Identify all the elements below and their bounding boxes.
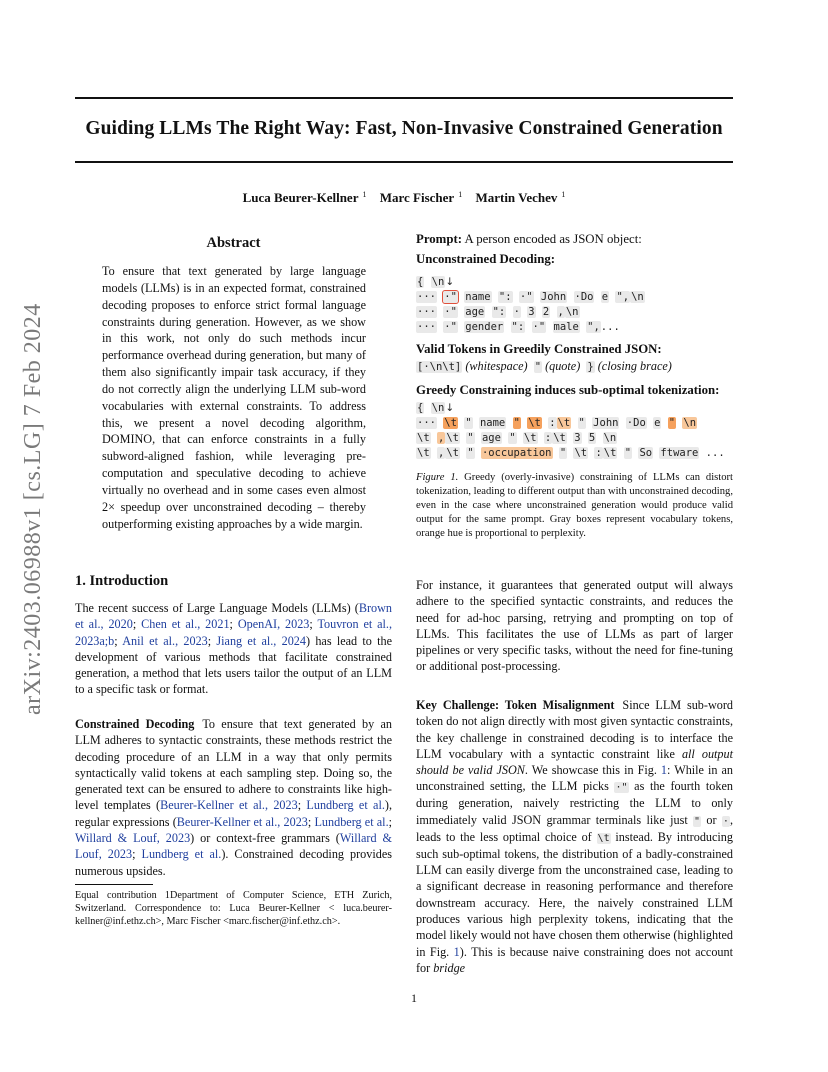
figure-prompt bbox=[416, 232, 733, 247]
abstract-heading: Abstract bbox=[206, 235, 261, 251]
token: " bbox=[534, 361, 542, 373]
token: \t bbox=[597, 832, 610, 844]
arxiv-identifier: arXiv:2403.06988v1 [cs.LG] 7 Feb 2024 bbox=[20, 303, 46, 715]
valid-tokens-list: [·\n\t] (whitespace) " (quote) } (closing brace) bbox=[417, 359, 672, 373]
citation-link[interactable]: Lundberg et al. bbox=[314, 814, 389, 829]
greedy-heading: Greedy Constraining induces sub-optimal tokenization: bbox=[416, 383, 720, 397]
footnote-rule bbox=[75, 884, 153, 885]
token: ·" bbox=[615, 782, 628, 794]
citation-link[interactable]: Brown et al., 2020 bbox=[75, 601, 392, 632]
prompt-label: Prompt: bbox=[416, 232, 462, 246]
author-affil: 1 bbox=[458, 190, 463, 199]
citation-link[interactable]: Chen et al., 2021 bbox=[141, 617, 230, 632]
title-bottom-rule bbox=[75, 161, 733, 163]
title-top-rule bbox=[75, 97, 733, 99]
constrained-decoding-paragraph: Constrained Decoding To ensure that text generated by an LLM adheres to syntactic constraints, these methods restrict the decoding procedure of an LLM in a way that only permits syntactically valid tokens at each sampling step. Doing so, the generated text can be ensured to adhere to constraints like high-level templates (Beurer-Kellner et al., 2023; Lundberg et al.), regular expressions (Beurer-Kellner et al., 2023; Lundberg et al.; Willard & Louf, 2023) or context-free grammars (Willard & Louf, 2023; Lundberg et al.). Constrained decoding provides numerous upsides. bbox=[75, 717, 393, 878]
token: [·\n\t] bbox=[417, 361, 462, 373]
citation-link[interactable]: Willard & Louf, 2023 bbox=[75, 831, 393, 862]
author-name: Luca Beurer-Kellner bbox=[242, 190, 359, 205]
citation-link[interactable]: Anil et al., 2023 bbox=[122, 633, 208, 648]
intro-paragraph-1: The recent success of Large Language Models (LLMs) (Brown et al., 2020; Chen et al., 2021; OpenAI, 2023; Touvron et al., 2023a;b; Anil et al., 2023; Jiang et al., 2024) has lead to the development of various methods that facilitate constrained generation, a method that lets users tailor the output of an LLM to a specific task or format. bbox=[75, 601, 393, 697]
author-list bbox=[75, 190, 733, 206]
unconstrained-tokens: { \n↓ ··· ·" name ": ·" John ·Do e ", \n ··· ·" age ": · 3 2 , \n ··· ·" gender ": ·" male ",... bbox=[417, 276, 644, 333]
author-name: Marc Fischer bbox=[379, 190, 455, 205]
figure-link[interactable]: 1 bbox=[453, 944, 460, 959]
paper-title: Guiding LLMs The Right Way: Fast, Non-Invasive Constrained Generation bbox=[85, 118, 723, 139]
footnote: Equal contribution 1Department of Computer Science, ETH Zurich, Switzerland. Correspondence to: Luca Beurer-Kellner < luca.beurer-kellner@inf.ethz.ch>, Marc Fischer <marc.fischer@inf.ethz.ch>. bbox=[75, 890, 392, 928]
citation-link[interactable]: Willard & Louf, 2023 bbox=[75, 831, 191, 846]
token: } bbox=[587, 361, 594, 373]
key-challenge-paragraph: Key Challenge: Token Misalignment Since LLM sub-word token do not align directly with most given syntactic constraints, the key challenge in constrained decoding is to interface the LLM vocabulary with a syntactic constraint like all output should be valid JSON. We showcase this in Fig. 1: While in an unconstrained setting, the LLM picks ·" as the fourth token during generation, naively restricting the LLM to only immediately valid JSON grammar terminals like just " or ·, leads to the less optimal choice of \t instead. By introducing such sub-optimal tokens, the distribution of a badly-constrained LLM can easily diverge from the unconstrained case, leading to a significant decrease in reasoning performance and therefore downstream accuracy. Here, the naively constrained LLM produces various high perplexity tokens, indicating that the model likely would not have chosen them otherwise (highlighted in Fig. 1). This is because naive constraining does not account for bridge bbox=[416, 698, 734, 975]
citation-link[interactable]: Beurer-Kellner et al., 2023 bbox=[160, 798, 298, 813]
author-name: Martin Vechev bbox=[475, 190, 558, 205]
figure-link[interactable]: 1 bbox=[660, 763, 667, 778]
valid-tokens-heading: Valid Tokens in Greedily Constrained JSON: bbox=[416, 342, 662, 356]
page-number: 1 bbox=[411, 991, 417, 1005]
token: " bbox=[694, 815, 701, 827]
caption-label: Figure 1. bbox=[416, 472, 459, 483]
citation-link[interactable]: Lundberg et al. bbox=[141, 847, 222, 862]
prompt-text: A person encoded as JSON object: bbox=[464, 232, 642, 246]
author-affil: 1 bbox=[561, 190, 566, 199]
author-affil: 1 bbox=[362, 190, 367, 199]
unconstrained-heading: Unconstrained Decoding: bbox=[416, 252, 555, 266]
paragraph-title: Key Challenge: Token Misalignment bbox=[416, 698, 615, 712]
greedy-tokens: { \n↓ ··· \t " name " \t : \t " John ·Do e " \n \t , \t " age " \t : \t 3 5 \n \t , \t " ·occupation " \t : \t " So ftware ... bbox=[417, 402, 725, 459]
citation-link[interactable]: Jiang et al., 2024 bbox=[216, 633, 306, 648]
citation-link[interactable]: Lundberg et al. bbox=[306, 798, 385, 813]
abstract-body: To ensure that text generated by large language models (LLMs) is in an expected format, constrained decoding proposes to enforce strict formal language constraints during generation. However, as we show in this work, not only do such methods incur performance overhead during generation, but many of them also significantly impair task accuracy, if they do not correctly align the underlying LLM sub-word vocabularies with external constraints. To address this, we present a novel decoding algorithm, DOMINO, that can enforce constraints in a fully subword-aligned fashion, while leveraging pre-computation and speculative decoding to achieve virtually no overhead and in some cases even almost 2× speedup over unconstrained decoding – thereby outperforming existing approaches by a wide margin. bbox=[102, 264, 366, 531]
paragraph-title: Constrained Decoding bbox=[75, 717, 195, 731]
citation-link[interactable]: OpenAI, 2023 bbox=[237, 617, 310, 632]
token: · bbox=[722, 815, 729, 827]
intro-heading: 1. Introduction bbox=[75, 573, 169, 589]
right-paragraph-1: For instance, it guarantees that generated output will always adhere to the specified syntactic constraints, and reduces the need for ad-hoc parsing, retrying and prompting on top of LLMs. This facilitates the use of LLMs as part of larger pipelines or very specific tasks, without the need for fine-tuning or additional post-processing. bbox=[416, 578, 733, 674]
figure-caption: Figure 1. Greedy (overly-invasive) constraining of LLMs can distort tokenization, leading to different output than with unconstrained decoding, even in the case where unconstrained generation would produce valid output for the same prompt. Gray boxes represent vocabulary tokens, orange hue is proportional to perplexity. bbox=[416, 472, 733, 539]
citation-link[interactable]: Touvron et al., 2023a;b bbox=[75, 617, 393, 648]
citation-link[interactable]: Beurer-Kellner et al., 2023 bbox=[176, 814, 308, 829]
